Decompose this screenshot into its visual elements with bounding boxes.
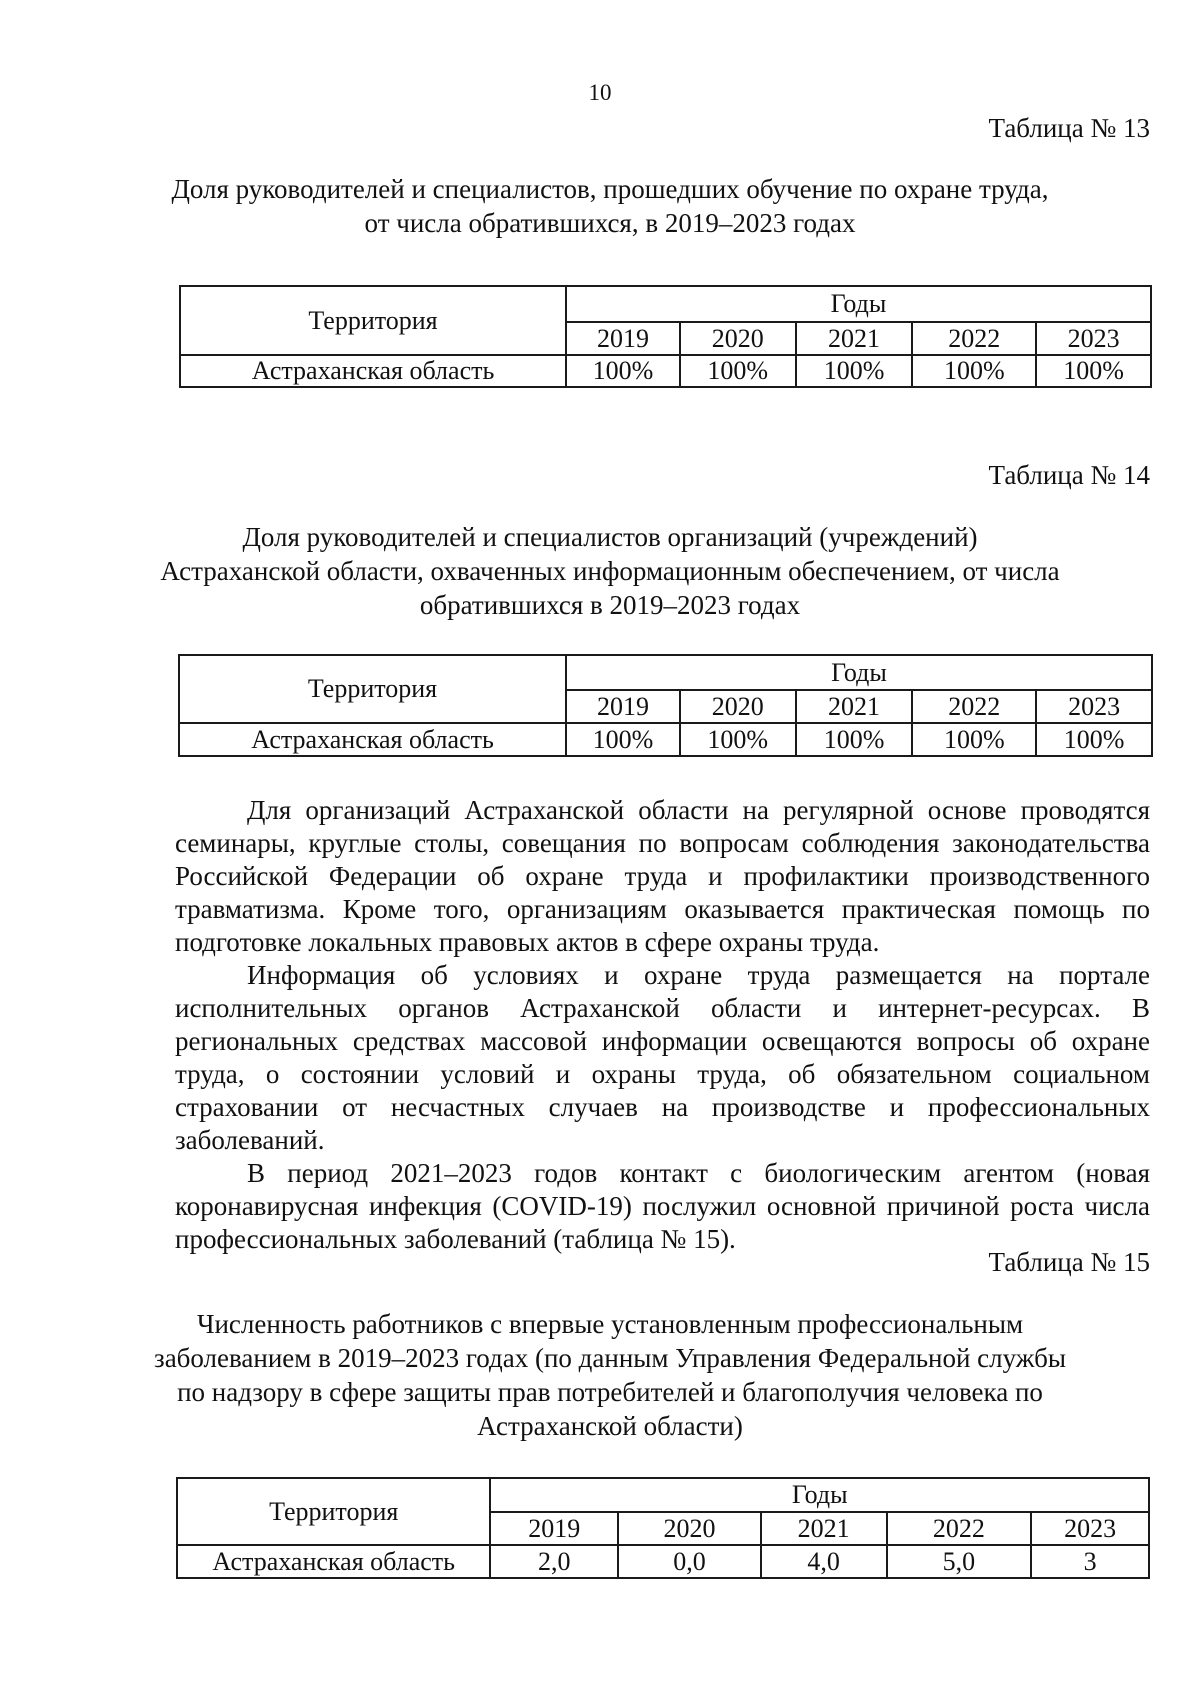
caption-line: Численность работников с впервые установленным профессиональным — [196, 1309, 1024, 1339]
caption-line: от числа обратившихся, в 2019–2023 годах — [364, 208, 856, 238]
year-header: 2021 — [761, 1512, 887, 1545]
value-cell: 100% — [680, 723, 796, 756]
header-years: Годы — [566, 655, 1152, 690]
year-header: 2023 — [1036, 322, 1151, 355]
table-14-caption — [150, 520, 1070, 622]
paragraph: Для организаций Астраханской области на регулярной основе проводятся семинары, круглые столы, совещания по вопросам соблюдения законодательства Российской Федерации об охране труда и профилактики производственного травматизма. Кроме того, организациям оказывается практическая помощь по подготовке локальных правовых актов в сфере охраны труда. — [175, 795, 1150, 957]
table-row — [180, 355, 1151, 387]
year-header: 2023 — [1036, 690, 1152, 723]
year-header: 2020 — [618, 1512, 761, 1545]
paragraph: Информация об условиях и охране труда размещается на портале исполнительных органов Астраханской области и интернет-ресурсах. В региональных средствах массовой информации освещаются вопросы об охране труда, о состоянии условий и охраны труда, об обязательном социальном страховании от несчастных случаев на производстве и профессиональных заболеваний. — [175, 960, 1150, 1155]
value-cell: 100% — [912, 355, 1036, 387]
year-header: 2020 — [680, 690, 796, 723]
year-header: 2019 — [566, 322, 680, 355]
value-cell: 4,0 — [761, 1545, 887, 1578]
year-header: 2022 — [912, 322, 1036, 355]
caption-line: заболеванием в 2019–2023 годах (по данным Управления Федеральной службы — [154, 1343, 1066, 1373]
value-cell: 2,0 — [490, 1545, 618, 1578]
year-header: 2022 — [912, 690, 1036, 723]
caption-line: обратившихся в 2019–2023 годах — [419, 590, 801, 620]
value-cell: 100% — [680, 355, 796, 387]
table-13-caption — [150, 172, 1070, 240]
value-cell: 100% — [566, 355, 680, 387]
table-13 — [179, 285, 1152, 388]
year-header: 2019 — [490, 1512, 618, 1545]
table-14-label: Таблица № 14 — [988, 460, 1150, 490]
table-15-caption — [150, 1307, 1070, 1443]
header-years: Годы — [490, 1478, 1149, 1512]
year-header: 2019 — [566, 690, 680, 723]
caption-line: Доля руководителей и специалистов организаций (учреждений) — [242, 522, 978, 552]
row-label: Астраханская область — [177, 1545, 490, 1578]
caption-line: Астраханской области) — [477, 1411, 743, 1441]
page-number: 10 — [588, 80, 612, 105]
value-cell: 100% — [566, 723, 680, 756]
body-text — [175, 794, 1150, 1256]
header-territory: Территория — [177, 1478, 490, 1545]
value-cell: 100% — [1036, 723, 1152, 756]
year-header: 2021 — [796, 322, 913, 355]
row-label: Астраханская область — [180, 355, 566, 387]
year-header: 2020 — [680, 322, 796, 355]
header-territory: Территория — [179, 655, 566, 723]
year-header: 2022 — [887, 1512, 1032, 1545]
year-header: 2021 — [796, 690, 913, 723]
value-cell: 100% — [796, 355, 913, 387]
header-territory: Территория — [180, 286, 566, 355]
header-years: Годы — [566, 286, 1151, 322]
caption-line: Доля руководителей и специалистов, прошедших обучение по охране труда, — [171, 174, 1049, 204]
table-15 — [176, 1477, 1150, 1579]
paragraph: В период 2021–2023 годов контакт с биологическим агентом (новая коронавирусная инфекция (COVID-19) послужил основной причиной роста числа профессиональных заболеваний (таблица № 15). — [175, 1158, 1150, 1254]
value-cell: 100% — [1036, 355, 1151, 387]
value-cell: 3 — [1031, 1545, 1149, 1578]
table-row — [177, 1545, 1149, 1578]
table-row — [179, 723, 1152, 756]
caption-line: Астраханской области, охваченных информационным обеспечением, от числа — [160, 556, 1060, 586]
caption-line: по надзору в сфере защиты прав потребителей и благополучия человека по — [177, 1377, 1043, 1407]
table-13-label: Таблица № 13 — [988, 113, 1150, 143]
year-header: 2023 — [1031, 1512, 1149, 1545]
value-cell: 5,0 — [887, 1545, 1032, 1578]
row-label: Астраханская область — [179, 723, 566, 756]
value-cell: 100% — [796, 723, 913, 756]
table-15-label: Таблица № 15 — [988, 1247, 1150, 1277]
table-14 — [178, 654, 1153, 757]
value-cell: 0,0 — [618, 1545, 761, 1578]
value-cell: 100% — [912, 723, 1036, 756]
